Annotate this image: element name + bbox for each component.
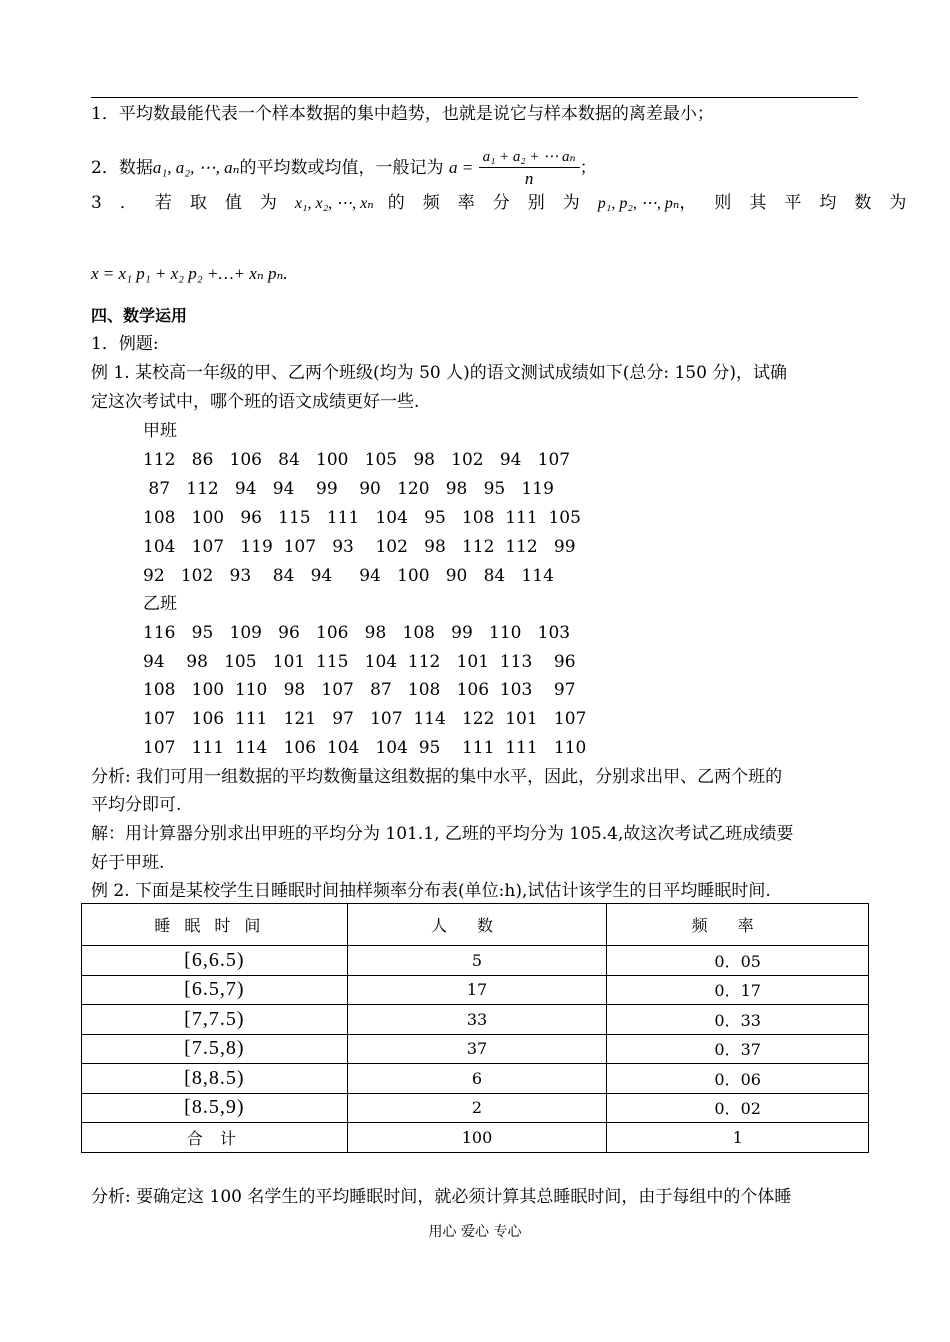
interval-cell: [7,7.5) <box>82 1005 348 1035</box>
interval-cell: [8.5,9) <box>82 1093 348 1123</box>
p-values: p₁, p₂, ⋯, pₙ <box>597 195 680 212</box>
ex2-analysis: 分析: 要确定这 100 名学生的平均睡眠时间，就必须计算其总睡眠时间，由于每组中的个体睡 <box>91 1187 792 1207</box>
ex1-line2: 定这次考试中，哪个班的语文成绩更好一些. <box>91 392 420 412</box>
header-cell: 人数 <box>347 904 607 946</box>
freq-cell: 0．33 <box>607 1005 869 1035</box>
table-row <box>82 1064 869 1094</box>
header-cell: 频率 <box>607 904 869 946</box>
point-3: 3．若取值为x₁, x₂, ⋯, xₙ 的频率分别为p₁, p₂, ⋯, pₙ，则其平均数为 <box>91 193 925 213</box>
example-heading: 1．例题: <box>91 334 159 354</box>
count-cell: 17 <box>347 975 607 1005</box>
table-header-row <box>82 904 869 946</box>
total-count: 100 <box>347 1123 607 1153</box>
class-b-row: 108 100 110 98 107 87 108 106 103 97 <box>143 680 576 700</box>
table-row <box>82 1005 869 1035</box>
section-title: 四、数学运用 <box>91 306 188 325</box>
freq-cell: 0．06 <box>607 1064 869 1094</box>
freq-cell: 0．05 <box>607 946 869 976</box>
ex1-analysis-cont: 平均分即可. <box>91 795 182 815</box>
mean-symbol: a = <box>448 158 474 177</box>
x-values: x₁, x₂, ⋯, xₙ <box>294 195 374 212</box>
count-cell: 37 <box>347 1034 607 1064</box>
point-2: 2．数据a₁, a₂, ⋯, aₙ的平均数或均值，一般记为 a = $\frac{\text{a₁ + a₂ + ⋯ aₙ}}{n}$ ； <box>91 149 597 188</box>
mean-formula: $\frac{\text{a₁ + a₂ + ⋯ aₙ}}{n}$ <box>479 147 580 190</box>
class-a-row: 112 86 106 84 100 105 98 102 94 107 <box>143 450 571 470</box>
interval-cell: [8,8.5) <box>82 1064 348 1094</box>
table-total-row <box>82 1123 869 1153</box>
freq-cell: 0．17 <box>607 975 869 1005</box>
sleep-frequency-table <box>81 903 869 1153</box>
ex1-solution-cont: 好于甲班. <box>91 853 165 873</box>
class-a-row: 92 102 93 84 94 94 100 90 84 114 <box>143 566 554 586</box>
class-a-label: 甲班 <box>143 421 177 441</box>
table-row <box>82 946 869 976</box>
interval-cell: [6.5,7) <box>82 975 348 1005</box>
class-b-row: 107 111 114 106 104 104 95 111 111 110 <box>143 738 587 758</box>
data-vars: a₁, a₂, ⋯, aₙ <box>152 158 240 177</box>
class-b-label: 乙班 <box>143 594 177 614</box>
ex1-solution: 解：用计算器分别求出甲班的平均分为 101.1, 乙班的平均分为 105.4,故这次考试乙班成绩要 <box>91 824 794 844</box>
class-a-row: 108 100 96 115 111 104 95 108 111 105 <box>143 508 581 528</box>
table-row <box>82 1034 869 1064</box>
total-label: 合 计 <box>82 1123 348 1153</box>
ex1-analysis: 分析: 我们可用一组数据的平均数衡量这组数据的集中水平，因此，分别求出甲、乙两个班的 <box>91 767 783 787</box>
ex2-line1: 例 2. 下面是某校学生日睡眠时间抽样频率分布表(单位:h),试估计该学生的日平均睡眠时间. <box>91 881 771 901</box>
table-row <box>82 975 869 1005</box>
freq-cell: 0．02 <box>607 1093 869 1123</box>
class-a-row: 87 112 94 94 99 90 120 98 95 119 <box>143 479 554 499</box>
ex1-line1: 例 1. 某校高一年级的甲、乙两个班级(均为 50 人)的语文测试成绩如下(总分: 150 分)，试确 <box>91 363 787 383</box>
top-rule <box>91 97 858 98</box>
count-cell: 5 <box>347 946 607 976</box>
class-a-row: 104 107 119 107 93 102 98 112 112 99 <box>143 537 576 557</box>
interval-cell: [7.5,8) <box>82 1034 348 1064</box>
count-cell: 6 <box>347 1064 607 1094</box>
class-b-row: 107 106 111 121 97 107 114 122 101 107 <box>143 709 587 729</box>
freq-cell: 0．37 <box>607 1034 869 1064</box>
point-1: 1．平均数最能代表一个样本数据的集中趋势，也就是说它与样本数据的离差最小； <box>91 104 714 124</box>
total-freq: 1 <box>607 1123 869 1153</box>
count-cell: 2 <box>347 1093 607 1123</box>
count-cell: 33 <box>347 1005 607 1035</box>
header-cell: 睡眠时间 <box>82 904 348 946</box>
class-b-row: 94 98 105 101 115 104 112 101 113 96 <box>143 652 576 672</box>
interval-cell: [6,6.5) <box>82 946 348 976</box>
class-b-row: 116 95 109 96 106 98 108 99 110 103 <box>143 623 571 643</box>
weighted-mean-formula: x = x₁ p₁ + x₂ p₂ +…+ xₙ pₙ. <box>91 264 288 283</box>
page-footer: 用心 爱心 专心 <box>428 1224 522 1240</box>
table-row <box>82 1093 869 1123</box>
